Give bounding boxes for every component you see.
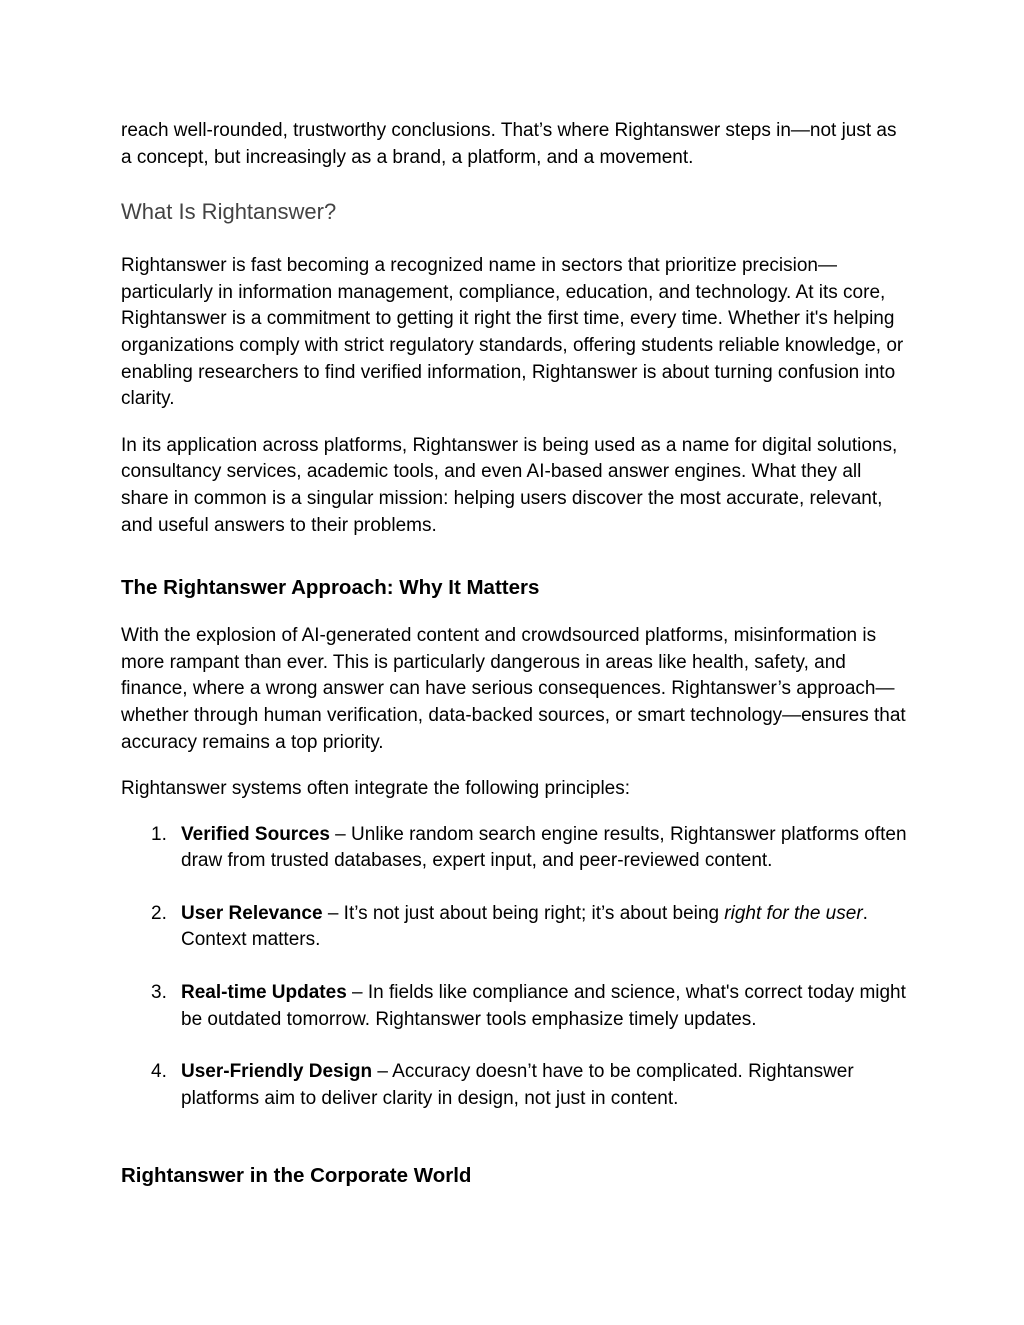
list-number: 4.: [151, 1061, 167, 1083]
list-term: User-Friendly Design: [181, 1061, 373, 1083]
list-number: 2.: [151, 902, 167, 924]
list-item: [121, 980, 911, 1033]
document-body: [121, 118, 911, 1190]
list-item: [121, 1059, 911, 1112]
paragraph: With the explosion of AI-generated content and crowdsourced platforms, misinformation is more rampant than ever. This is particularly dangerous in areas like health, safety, and finance, where a wrong answer can have serious consequences. Rightanswer’s approach—whether through human verification, data-backed sources, or smart technology—ensures that accuracy remains a top priority.: [121, 625, 906, 753]
paragraph: Rightanswer is fast becoming a recognized name in sectors that prioritize precision—particularly in information management, compliance, education, and technology. At its core, Rightanswer is a commitment to getting it right the first time, every time. Whether it's helping organizations comply with strict regulatory standards, offering students reliable knowledge, or enabling researchers to find verified information, Rightanswer is about turning confusion into clarity.: [121, 255, 904, 410]
section-heading-what-is-rightanswer: What Is Rightanswer?: [121, 199, 337, 225]
paragraph: In its application across platforms, Rightanswer is being used as a name for digital solutions, consultancy services, academic tools, and even AI-based answer engines. What they all share in common is a singular mission: helping users discover the most accurate, relevant, and useful answers to their problems.: [121, 434, 898, 536]
section-heading-approach: The Rightanswer Approach: Why It Matters: [121, 576, 540, 600]
list-text: – It’s not just about being right; it’s about being: [322, 902, 725, 924]
paragraph: Rightanswer systems often integrate the following principles:: [121, 778, 631, 800]
intro-paragraph: reach well-rounded, trustworthy conclusions. That’s where Rightanswer steps in—not just as a concept, but increasingly as a brand, a platform, and a movement.: [121, 120, 897, 168]
list-text: – In fields like compliance and science, what's correct today might be outdated tomorrow. Rightanswer tools emphasize timely updates.: [181, 982, 906, 1030]
list-item: [121, 901, 911, 954]
list-term: Verified Sources: [181, 823, 330, 845]
list-emphasis: right for the user: [724, 902, 863, 924]
list-number: 3.: [151, 982, 167, 1004]
list-number: 1.: [151, 823, 167, 845]
list-text: – Unlike random search engine results, Rightanswer platforms often draw from trusted databases, expert input, and peer-reviewed content.: [181, 823, 907, 872]
list-item: [121, 822, 911, 875]
list-term: User Relevance: [181, 902, 323, 924]
principles-list: [121, 822, 911, 1113]
list-text: – Accuracy doesn’t have to be complicated. Rightanswer platforms aim to deliver clarity in design, not just in content.: [181, 1061, 854, 1109]
list-text: . Context matters.: [181, 902, 868, 951]
section-heading-corporate-world: Rightanswer in the Corporate World: [121, 1164, 472, 1188]
list-term: Real-time Updates: [181, 982, 347, 1004]
